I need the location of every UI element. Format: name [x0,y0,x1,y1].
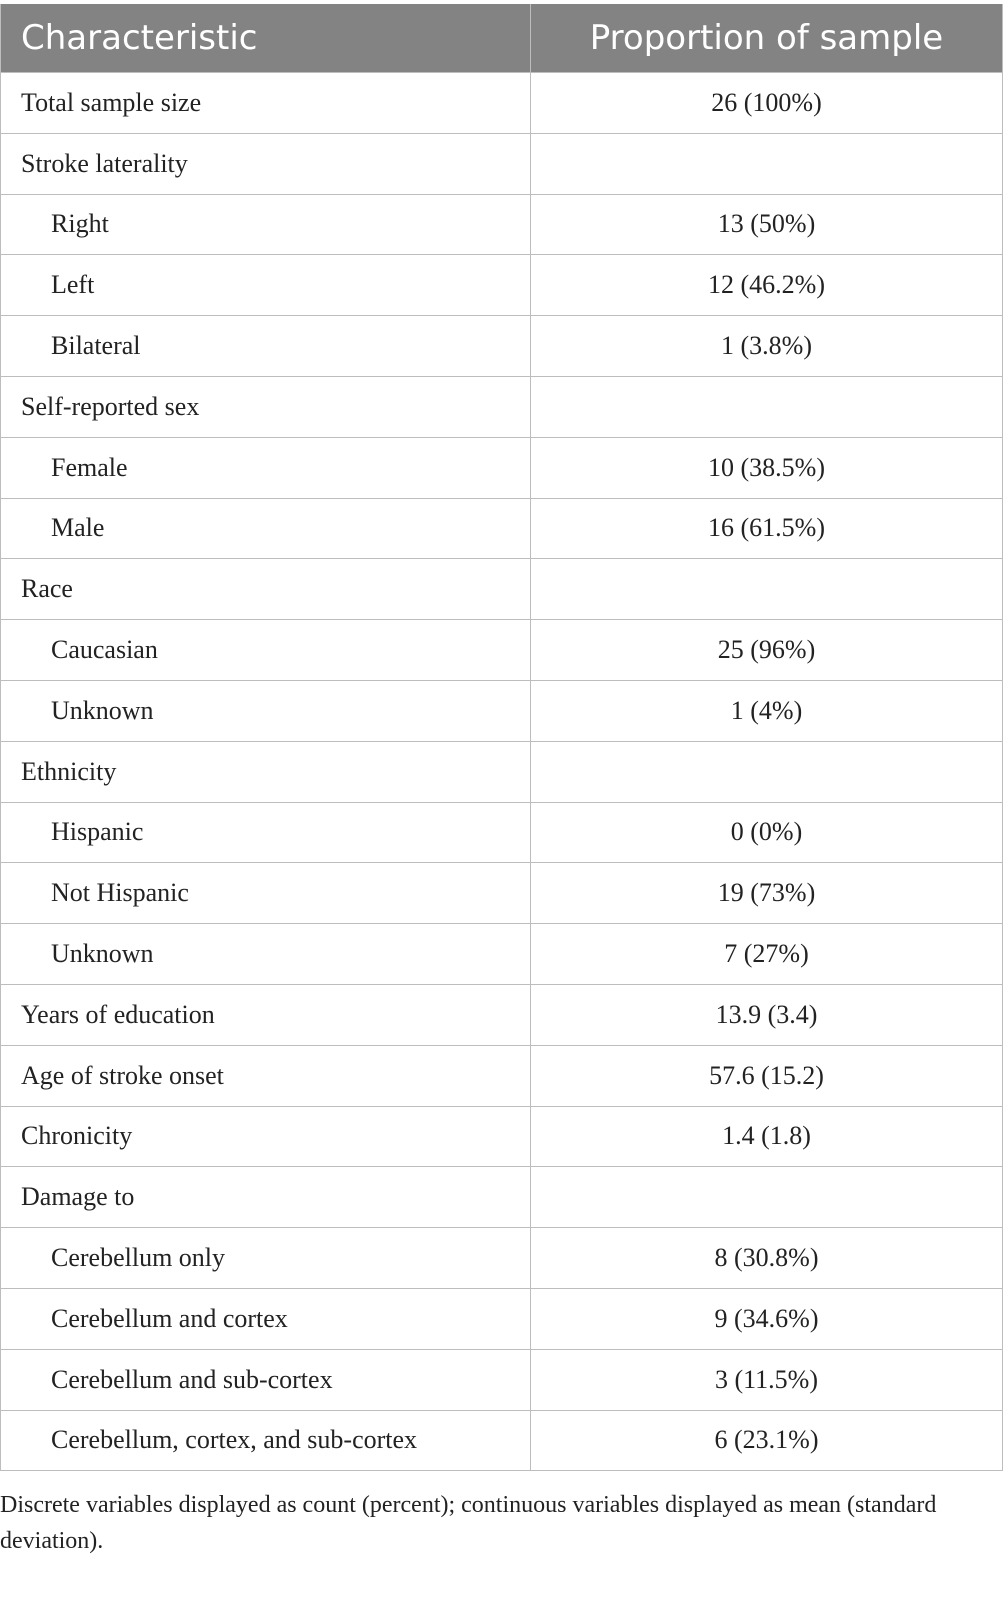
row-sublabel: Cerebellum and cortex [1,1288,531,1349]
row-value [531,1167,1003,1228]
row-value: 1 (4%) [531,680,1003,741]
row-sublabel: Female [1,437,531,498]
row-value: 13 (50%) [531,194,1003,255]
row-sublabel: Hispanic [1,802,531,863]
table-row [1,437,1003,498]
table-row [1,316,1003,377]
row-sublabel: Right [1,194,531,255]
table-row [1,1045,1003,1106]
row-sublabel: Cerebellum only [1,1228,531,1289]
row-sublabel: Unknown [1,680,531,741]
table-row [1,194,1003,255]
row-label: Years of education [1,984,531,1045]
row-sublabel: Cerebellum, cortex, and sub-cortex [1,1410,531,1471]
row-label: Stroke laterality [1,133,531,194]
row-value: 0 (0%) [531,802,1003,863]
row-value: 10 (38.5%) [531,437,1003,498]
row-sublabel: Unknown [1,924,531,985]
table-header [1,4,1003,73]
row-value: 9 (34.6%) [531,1288,1003,1349]
row-sublabel: Bilateral [1,316,531,377]
row-sublabel: Caucasian [1,620,531,681]
table-row [1,1288,1003,1349]
table-row [1,559,1003,620]
row-label: Total sample size [1,73,531,134]
row-label: Self-reported sex [1,376,531,437]
row-value: 3 (11.5%) [531,1349,1003,1410]
row-value [531,376,1003,437]
characteristics-table-container [0,4,1002,1471]
row-sublabel: Left [1,255,531,316]
row-sublabel: Cerebellum and sub-cortex [1,1349,531,1410]
row-sublabel: Not Hispanic [1,863,531,924]
row-value [531,741,1003,802]
table-row [1,863,1003,924]
row-label: Race [1,559,531,620]
table-row [1,133,1003,194]
row-value: 26 (100%) [531,73,1003,134]
table-row [1,1106,1003,1167]
header-proportion: Proportion of sample [531,4,1003,73]
characteristics-table [0,4,1003,1471]
table-row [1,376,1003,437]
row-value: 25 (96%) [531,620,1003,681]
table-body [1,73,1003,1471]
table-row [1,1349,1003,1410]
row-label: Damage to [1,1167,531,1228]
row-value: 57.6 (15.2) [531,1045,1003,1106]
row-value [531,133,1003,194]
row-label: Ethnicity [1,741,531,802]
row-value: 16 (61.5%) [531,498,1003,559]
table-row [1,1410,1003,1471]
table-row [1,620,1003,681]
row-label: Chronicity [1,1106,531,1167]
row-value [531,559,1003,620]
row-value: 19 (73%) [531,863,1003,924]
table-row [1,984,1003,1045]
header-row [1,4,1003,73]
table-row [1,924,1003,985]
header-characteristic: Characteristic [1,4,531,73]
row-sublabel: Male [1,498,531,559]
table-row [1,680,1003,741]
row-value: 12 (46.2%) [531,255,1003,316]
table-footnote: Discrete variables displayed as count (percent); continuous variables displayed as mean (standard deviation). [0,1492,937,1554]
table-row [1,498,1003,559]
row-value: 8 (30.8%) [531,1228,1003,1289]
table-row [1,1167,1003,1228]
table-row [1,255,1003,316]
table-row [1,1228,1003,1289]
row-value: 1.4 (1.8) [531,1106,1003,1167]
row-label: Age of stroke onset [1,1045,531,1106]
row-value: 7 (27%) [531,924,1003,985]
row-value: 13.9 (3.4) [531,984,1003,1045]
row-value: 6 (23.1%) [531,1410,1003,1471]
row-value: 1 (3.8%) [531,316,1003,377]
table-row [1,741,1003,802]
table-row [1,802,1003,863]
table-row [1,73,1003,134]
